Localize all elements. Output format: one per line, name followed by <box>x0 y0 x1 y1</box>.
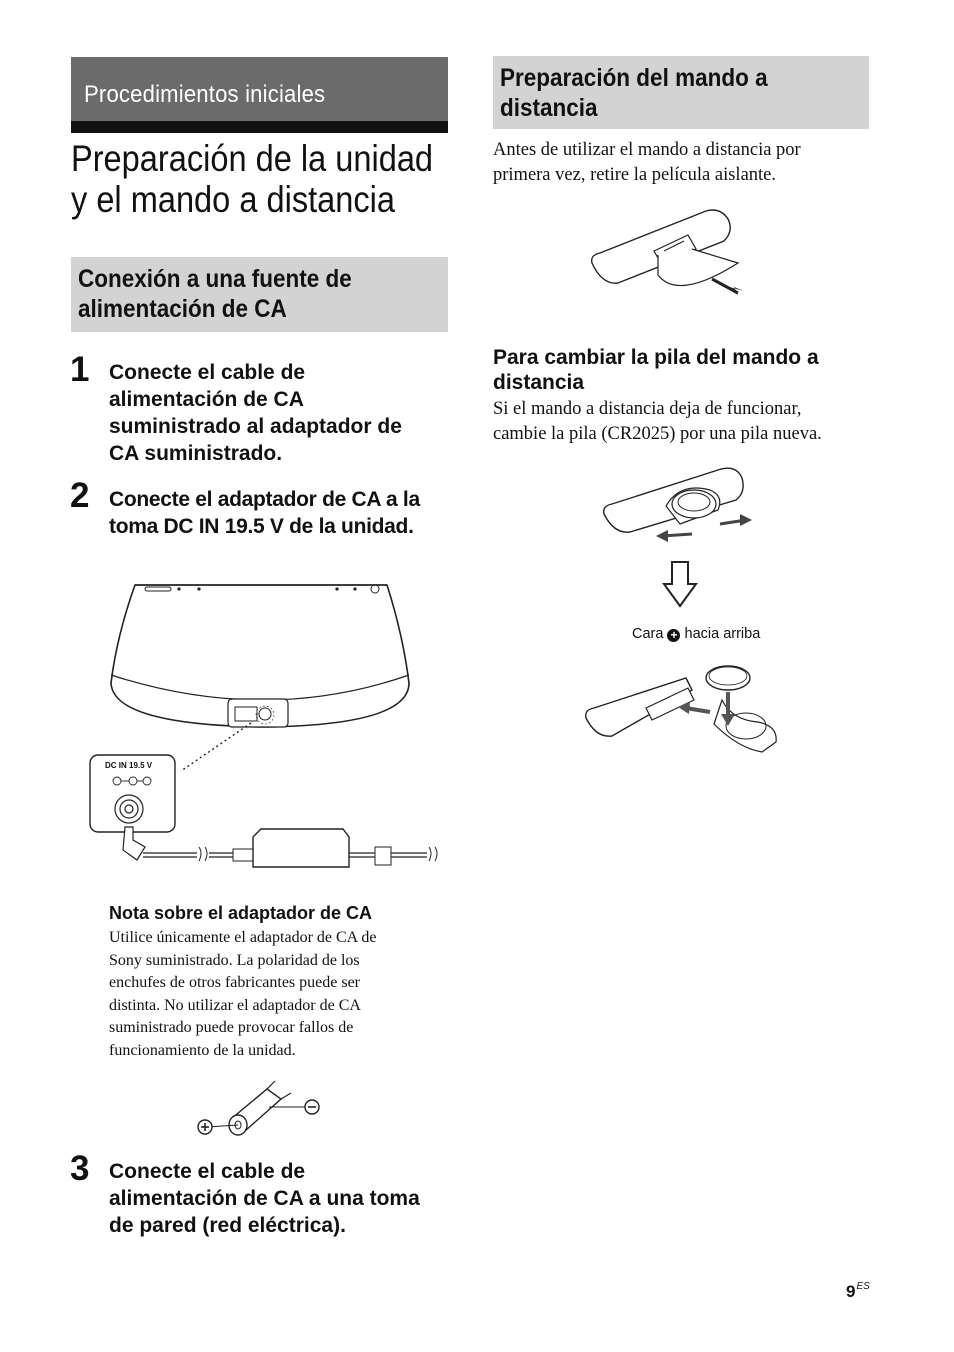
step-1-text <box>109 359 402 467</box>
step-2-number: 2 <box>70 476 90 515</box>
remote-film-illustration <box>588 205 753 305</box>
remote-intro-text <box>493 138 801 188</box>
step-3-line: de pared (red eléctrica). <box>109 1214 346 1237</box>
battery-title-line: Para cambiar la pila del mando a <box>493 346 819 369</box>
step-1-number: 1 <box>70 350 90 389</box>
battery-body-line: cambie la pila (CR2025) por una pila nueva. <box>493 424 822 444</box>
dc-in-label: DC IN 19.5 V <box>105 761 153 770</box>
step-3-line: Conecte el cable de <box>109 1160 306 1183</box>
step-1-line: CA suministrado. <box>109 442 283 465</box>
note-line: funcionamiento de la unidad. <box>109 1041 296 1059</box>
ac-connection-subhead <box>71 257 448 332</box>
step-2-line: toma DC IN 19.5 V de la unidad. <box>109 515 414 538</box>
adapter-note-title: Nota sobre el adaptador de CA <box>109 903 373 923</box>
banner-rule <box>71 121 448 133</box>
step-3-text <box>109 1158 420 1239</box>
step-1-line: Conecte el cable de <box>109 361 306 384</box>
remote-subhead-line-1: Preparación del mando a <box>500 64 768 92</box>
page-title-line-2: y el mando a distancia <box>71 179 395 220</box>
note-line: suministrado puede provocar fallos de <box>109 1019 354 1037</box>
step-2-line: Conecte el adaptador de CA a la <box>109 488 420 511</box>
battery-removal-illustration <box>600 462 760 547</box>
adapter-note-body <box>109 927 376 1063</box>
page-number <box>846 1281 870 1302</box>
section-banner <box>71 57 448 121</box>
ac-subhead-line-2: alimentación de CA <box>78 295 287 323</box>
step-3-line: alimentación de CA a una toma <box>109 1187 420 1210</box>
down-arrow-icon <box>662 560 698 610</box>
polarity-illustration <box>193 1077 328 1139</box>
plus-side-icon: + <box>667 629 680 642</box>
remote-prep-subhead <box>493 56 869 129</box>
intro-line: primera vez, retire la película aislante. <box>493 165 777 185</box>
battery-change-title <box>493 345 819 395</box>
note-line: Sony suministrado. La polaridad de los <box>109 951 360 969</box>
note-line: distinta. No utilizar el adaptador de CA <box>109 996 361 1014</box>
page-title-line-1: Preparación de la unidad <box>71 138 434 179</box>
caption-pre: Cara <box>632 626 664 642</box>
battery-insert-illustration <box>582 660 782 760</box>
section-label: Procedimientos iniciales <box>84 81 326 108</box>
battery-side-caption <box>632 626 760 642</box>
page-title <box>71 138 434 220</box>
step-2-text <box>109 486 420 540</box>
note-line: enchufes de otros fabricantes puede ser <box>109 974 360 992</box>
page-number-value: 9 <box>846 1282 856 1301</box>
battery-title-line: distancia <box>493 371 585 394</box>
remote-subhead-line-2: distancia <box>500 94 598 122</box>
battery-change-body <box>493 397 822 447</box>
step-1-line: suministrado al adaptador de <box>109 415 402 438</box>
note-line: Utilice únicamente el adaptador de CA de <box>109 929 377 946</box>
battery-body-line: Si el mando a distancia deja de funcionar, <box>493 399 802 419</box>
step-1-line: alimentación de CA <box>109 388 304 411</box>
ac-subhead-line-1: Conexión a una fuente de <box>78 265 352 293</box>
speaker-connection-illustration <box>85 575 455 870</box>
intro-line: Antes de utilizar el mando a distancia por <box>493 140 801 160</box>
step-3-number: 3 <box>70 1149 90 1188</box>
page-number-suffix: ES <box>856 1281 870 1292</box>
caption-post: hacia arriba <box>684 626 761 642</box>
